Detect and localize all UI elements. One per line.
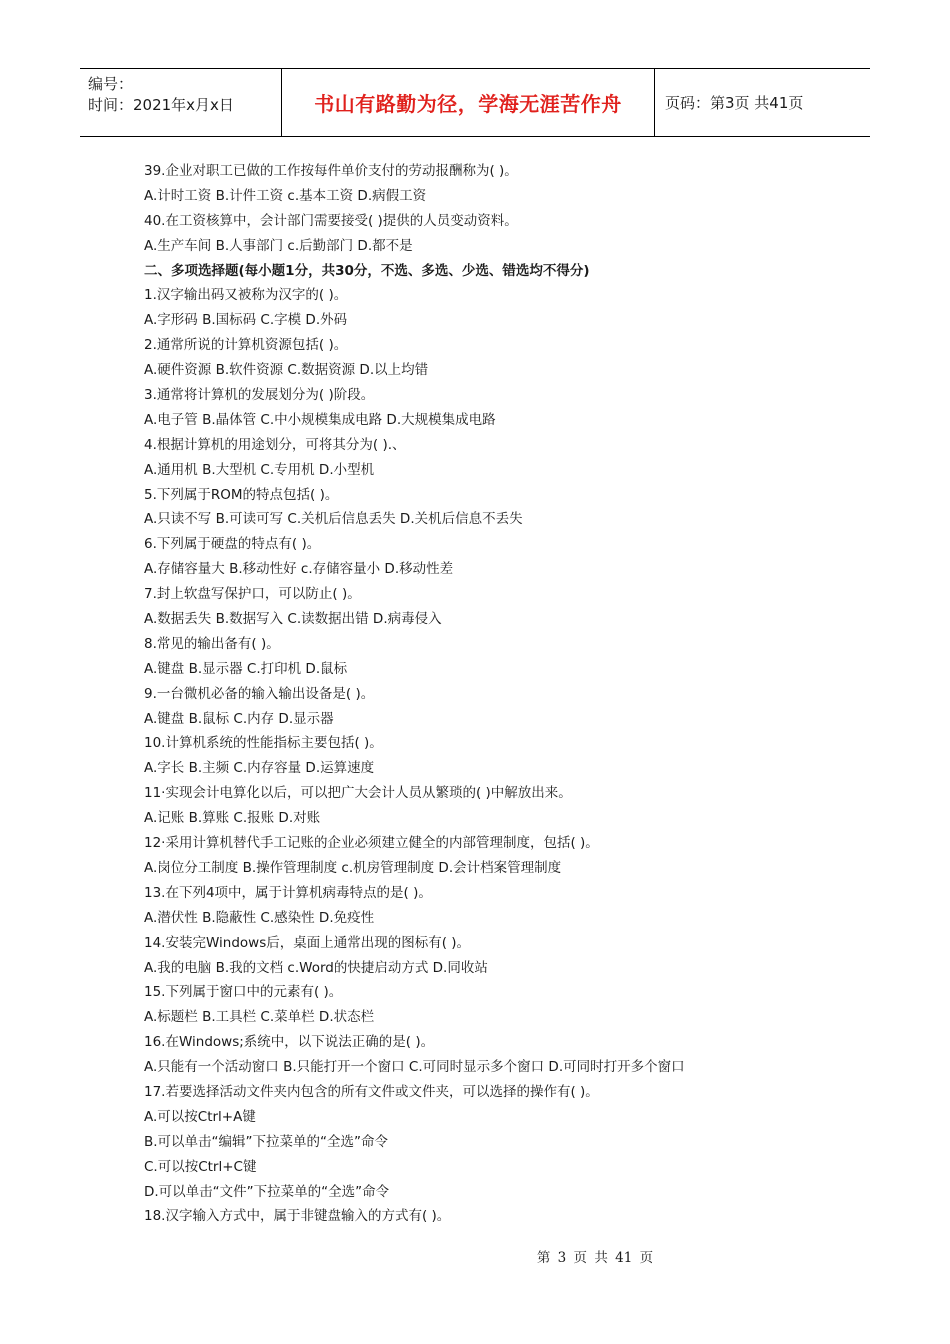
text-line: 7.封上软盘写保护口，可以防止( )。 bbox=[144, 586, 361, 603]
page-footer: 第 3 页 共 41 页 bbox=[536, 1250, 654, 1266]
text-line: 16.在Windows;系统中，以下说法正确的是( )。 bbox=[144, 1034, 435, 1051]
document-date: 时间：2021年x月x日 bbox=[88, 96, 234, 114]
document-body bbox=[144, 159, 864, 1229]
text-line: 14.安装完Windows后，桌面上通常出现的图标有( )。 bbox=[144, 934, 471, 951]
text-line: A.岗位分工制度 B.操作管理制度 c.机房管理制度 D.会计档案管理制度 bbox=[144, 859, 562, 876]
text-line: A.数据丢失 B.数据写入 C.读数据出错 D.病毒侵入 bbox=[144, 611, 442, 628]
text-line: A.只读不写 B.可读可写 C.关机后信息丢失 D.关机后信息不丢失 bbox=[144, 511, 523, 528]
text-line: A.存储容量大 B.移动性好 c.存储容量小 D.移动性差 bbox=[144, 561, 454, 578]
text-line: A.潜伏性 B.隐蔽性 C.感染性 D.免疫性 bbox=[144, 909, 375, 926]
text-line: A.字形码 B.国标码 C.字模 D.外码 bbox=[144, 312, 348, 329]
text-line: 40.在工资核算中，会计部门需要接受( )提供的人员变动资料。 bbox=[144, 212, 518, 229]
header-meta bbox=[80, 69, 282, 136]
text-line: C.可以按Ctrl+C键 bbox=[144, 1158, 257, 1175]
text-line: A.电子管 B.晶体管 C.中小规模集成电路 D.大规模集成电路 bbox=[144, 411, 496, 428]
text-line: 11·实现会计电算化以后，可以把广大会计人员从繁琐的( )中解放出来。 bbox=[144, 785, 572, 802]
text-line: 12·采用计算机替代手工记账的企业必须建立健全的内部管理制度，包括( )。 bbox=[144, 835, 599, 852]
text-line: 10.计算机系统的性能指标主要包括( )。 bbox=[144, 735, 383, 752]
text-line: 18.汉字输入方式中，属于非键盘输入的方式有( )。 bbox=[144, 1208, 451, 1225]
text-line: 2.通常所说的计算机资源包括( )。 bbox=[144, 337, 348, 354]
text-line: A.标题栏 B.工具栏 C.菜单栏 D.状态栏 bbox=[144, 1009, 375, 1026]
text-line: 1.汉字输出码又被称为汉字的( )。 bbox=[144, 287, 348, 304]
text-line: 4.根据计算机的用途划分，可将其分为( ).、 bbox=[144, 436, 406, 453]
text-line: 39.企业对职工已做的工作按每件单价支付的劳动报酬称为( )。 bbox=[144, 163, 518, 179]
document-number: 编号： bbox=[88, 75, 134, 93]
text-line: 17.若要选择活动文件夹内包含的所有文件或文件夹，可以选择的操作有( )。 bbox=[144, 1083, 599, 1100]
text-line: 5.下列属于ROM的特点包括( )。 bbox=[144, 486, 339, 503]
text-line: A.只能有一个活动窗口 B.只能打开一个窗口 C.可同时显示多个窗口 D.可同时打开多个窗口 bbox=[144, 1059, 685, 1076]
text-line: 3.通常将计算机的发展划分为( )阶段。 bbox=[144, 387, 375, 404]
text-line: A.键盘 B.显示器 C.打印机 D.鼠标 bbox=[144, 660, 348, 677]
header-page-number: 页码：第3页 共41页 bbox=[665, 94, 804, 112]
text-line: 8.常见的输出备有( )。 bbox=[144, 635, 280, 652]
text-line: 15.下列属于窗口中的元素有( )。 bbox=[144, 984, 343, 1001]
text-line: A.记账 B.算账 C.报账 D.对账 bbox=[144, 810, 321, 827]
text-line: A.可以按Ctrl+A键 bbox=[144, 1108, 256, 1125]
text-line: A.通用机 B.大型机 C.专用机 D.小型机 bbox=[144, 461, 375, 478]
text-line: A.键盘 B.鼠标 C.内存 D.显示器 bbox=[144, 710, 334, 727]
text-line: A.计时工资 B.计件工资 c.基本工资 D.病假工资 bbox=[144, 187, 427, 204]
header-motto: 书山有路勤为径，学海无涯苦作舟 bbox=[282, 69, 655, 136]
text-line: A.我的电脑 B.我的文档 c.Word的快捷启动方式 D.同收站 bbox=[144, 959, 488, 976]
text-line: D.可以单击“文件”下拉菜单的“全选”命令 bbox=[144, 1183, 390, 1200]
text-line: 9.一台微机必备的输入输出设备是( )。 bbox=[144, 685, 375, 702]
text-line: A.字长 B.主频 C.内存容量 D.运算速度 bbox=[144, 760, 375, 777]
section-heading: 二、多项选择题(每小题1分，共30分，不选、多选、少选、错选均不得分) bbox=[144, 262, 590, 279]
text-line: A.生产车间 B.人事部门 c.后勤部门 D.都不是 bbox=[144, 237, 413, 254]
text-line: 6.下列属于硬盘的特点有( )。 bbox=[144, 536, 321, 553]
text-line: A.硬件资源 B.软件资源 C.数据资源 D.以上均错 bbox=[144, 362, 429, 379]
page-header bbox=[80, 68, 870, 137]
text-line: 13.在下列4项中，属于计算机病毒特点的是( )。 bbox=[144, 884, 432, 901]
text-line: B.可以单击“编辑”下拉菜单的“全选”命令 bbox=[144, 1133, 389, 1150]
